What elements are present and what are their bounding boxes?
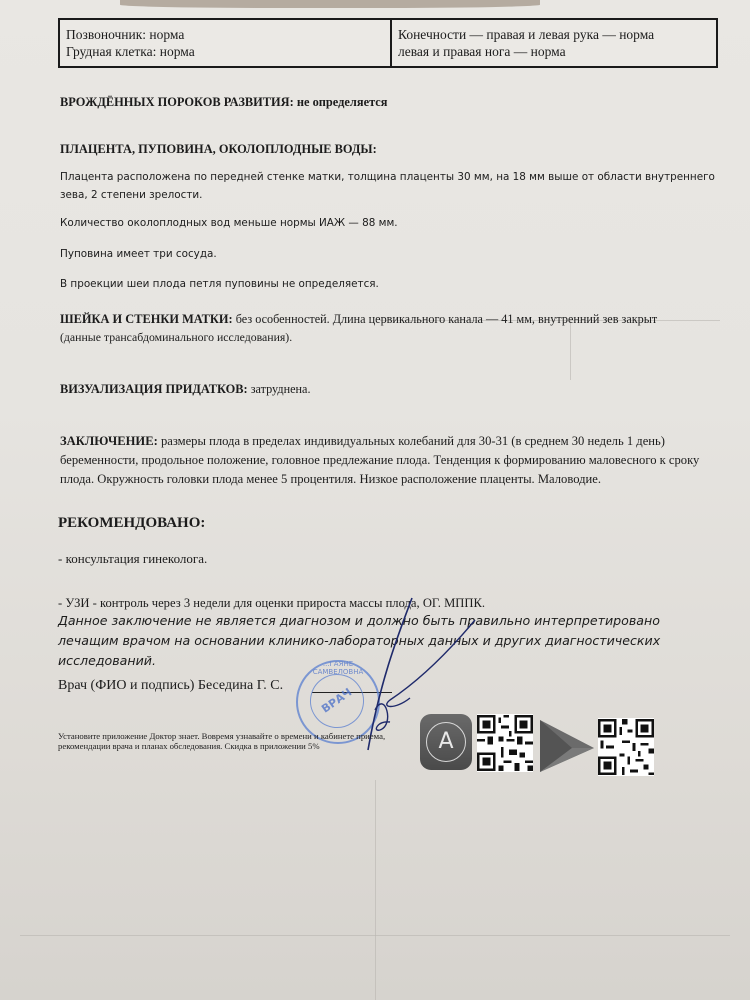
conclusion-section — [60, 432, 732, 489]
amniotic-fluid: Количество околоплодных вод меньше нормы ИАЖ — 88 мм. — [60, 217, 398, 229]
conclusion-text: размеры плода в пределах индивидуальных колебаний для 30-31 (в среднем 30 недель 1 день) беременности, продольное положение, головное предлежание плода. Тенденция к формированию маловесного к сроку плода. Окружность головки плода менее 5 процентиля. Низкое расположение плаценты. Маловодие. — [60, 434, 700, 486]
cervix-value: без особенностей. Длина цервикального канала — 41 мм, внутренний зев закрыт — [232, 312, 658, 326]
recommendation-item: - УЗИ - контроль через 3 недели для оценки прироста массы плода, ОГ. МППК. — [58, 596, 486, 610]
placenta-line-2: зева, 2 степени зрелости. — [60, 189, 203, 201]
spine-status: Позвоночник: норма — [66, 27, 185, 42]
arms-status: Конечности — правая и левая рука — норма — [398, 27, 655, 42]
google-play-icon[interactable] — [538, 718, 596, 774]
cervix-note: (данные трансабдоминального исследования). — [60, 330, 293, 344]
exam-cell-limbs — [392, 20, 716, 66]
placenta-title — [60, 140, 730, 158]
stamp-center-text: ВРАЧ — [299, 663, 374, 738]
nuchal-cord: В проекции шеи плода петля пуповины не определяется. — [60, 278, 379, 290]
app-store-icon[interactable]: A — [420, 714, 472, 770]
qr-code-icon[interactable] — [477, 714, 533, 772]
cervix-section — [60, 310, 730, 346]
placenta-title-text: ПЛАЦЕНТА, ПУПОВИНА, ОКОЛОПЛОДНЫЕ ВОДЫ: — [60, 142, 377, 156]
cervix-title: ШЕЙКА И СТЕНКИ МАТКИ: — [60, 312, 233, 326]
adnexa-value: затруднена. — [247, 382, 311, 396]
stamp-ring-text: ...ГАЯНЕ САМВЕЛОВНА — [312, 660, 364, 676]
congenital-value: не определяется — [293, 95, 388, 109]
umbilical-cord: Пуповина имеет три сосуда. — [60, 248, 217, 260]
adnexa-title: ВИЗУАЛИЗАЦИЯ ПРИДАТКОВ: — [60, 382, 248, 396]
conclusion-title: ЗАКЛЮЧЕНИЕ: — [60, 434, 158, 448]
bleed-through-line — [20, 935, 730, 936]
finger-shadow — [120, 0, 540, 8]
exam-cell-spine-chest — [60, 20, 392, 66]
doctor-signature-line: Врач (ФИО и подпись) Беседина Г. С. — [58, 678, 284, 693]
adnexa-section — [60, 380, 730, 398]
qr-code-icon[interactable] — [598, 718, 654, 776]
chest-status: Грудная клетка: норма — [66, 44, 195, 59]
bleed-through-line — [375, 780, 376, 1000]
app-promo-text: Установите приложение Доктор знает. Вовремя узнавайте о времени и кабинете приема, рекомендации врача и планах обследования. Скидка в приложении 5% — [58, 731, 386, 751]
congenital-section — [60, 93, 730, 111]
recommended-title: РЕКОМЕНДОВАНО: — [58, 515, 206, 531]
placenta-line-1: Плацента расположена по передней стенке матки, толщина плаценты 30 мм, на 18 мм выше от области внутреннего — [60, 171, 715, 183]
disclaimer: Данное заключение не является диагнозом и должно быть правильно интерпретировано лечащим врачом на основании клинико-лабораторных данных и других диагностических исследований. — [58, 613, 661, 668]
exam-table — [58, 18, 718, 68]
placenta-paragraph — [60, 168, 730, 204]
congenital-title: ВРОЖДЁННЫХ ПОРОКОВ РАЗВИТИЯ: — [60, 95, 294, 109]
legs-status: левая и правая нога — норма — [398, 44, 566, 59]
recommendation-item: - консультация гинеколога. — [58, 551, 208, 566]
